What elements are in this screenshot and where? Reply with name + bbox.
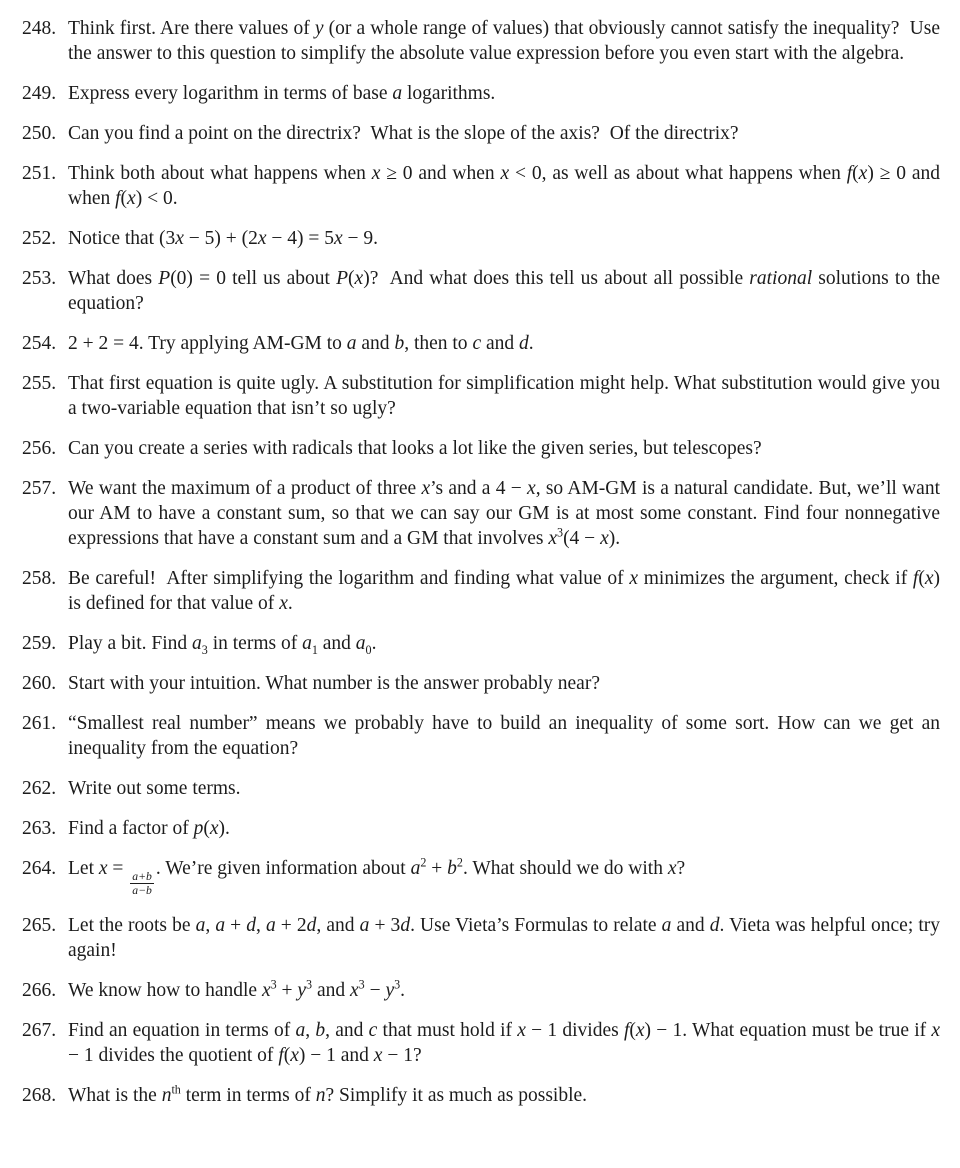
hint-text: Be careful! After simplifying the logarithm and finding what value of x minimizes the argument, check if f(x) is defined for that value of x. (68, 568, 945, 614)
math-variable: a (192, 633, 202, 654)
hint-text: Can you find a point on the directrix? What is the slope of the axis? Of the directrix? (68, 123, 739, 144)
math-variable: P (336, 268, 349, 289)
math-variable: x (629, 568, 639, 589)
math-variable: x (209, 818, 219, 839)
hint-number: 263. (22, 818, 57, 839)
subscript: 0 (365, 642, 372, 657)
hint-number: 261. (22, 713, 57, 734)
math-variable: x (98, 858, 108, 879)
subscript: 1 (311, 642, 318, 657)
math-variable: x (350, 979, 359, 1001)
superscript: 2 (420, 855, 427, 870)
hint-number: 252. (22, 228, 57, 249)
hint-number: 260. (22, 673, 57, 694)
hint-item (22, 121, 940, 146)
superscript: 3 (557, 525, 564, 540)
math-variable: f (278, 1044, 284, 1066)
math-variable: x (635, 1019, 645, 1041)
hint-item (22, 776, 940, 801)
hint-number: 256. (22, 438, 57, 459)
math-variable: a (661, 914, 672, 936)
hint-number: 250. (22, 123, 57, 144)
hint-item (22, 1018, 945, 1068)
hint-number: 255. (22, 373, 57, 394)
hint-item (22, 331, 940, 356)
hint-text: We want the maximum of a product of three x’s and a 4 − x, so AM-GM is a natural candidate. But, we’ll want our AM to have a constant sum, so that we can say our GM is at most some constant. Find four nonnegative expressions that have a constant sum and a GM that involves $x^3(4 - x)$. (68, 478, 945, 549)
math-variable: x (667, 858, 677, 879)
math-variable: n (315, 1084, 326, 1106)
hint-item (22, 371, 945, 421)
math-variable: x (290, 1044, 299, 1066)
superscript: 3 (306, 977, 313, 992)
math-variable: x (548, 528, 558, 549)
math-variable: p (193, 818, 204, 839)
fraction-numerator: a+b (132, 869, 152, 883)
math-variable: x (279, 593, 288, 614)
math-variable: a (392, 83, 403, 104)
hint-number: 249. (22, 83, 57, 104)
hint-number: 254. (22, 333, 57, 354)
hint-item (22, 1083, 940, 1108)
math-variable: x (858, 163, 868, 184)
hint-number: 266. (22, 979, 57, 1001)
math-variable: a (410, 858, 421, 879)
hint-text: Let x = $\frac{a+b}{a-b}$ . We’re given information about $a^2 + b^2$. What should we do with x? (68, 855, 686, 898)
hint-text: Let the roots be a, a + d, a + 2d, and a + 3d. Use Vieta’s Formulas to relate a and d. Vieta was helpful once; try again! (68, 914, 945, 961)
math-variable: a (295, 1019, 306, 1041)
math-variable: a (215, 914, 226, 936)
hint-number: 257. (22, 478, 57, 499)
math-variable: a (265, 914, 276, 936)
math-variable: x (931, 1019, 941, 1041)
math-variable: rational (749, 268, 813, 289)
math-variable: f (846, 163, 853, 184)
math-variable: b (447, 858, 457, 879)
math-variable: x (527, 478, 536, 499)
hint-item (22, 631, 940, 656)
math-variable: b (315, 1019, 326, 1041)
hint-item (22, 476, 945, 551)
hint-text: Find a factor of p(x). (68, 818, 230, 839)
math-variable: x (421, 478, 431, 499)
math-variable: x (371, 163, 381, 184)
hint-number: 258. (22, 568, 57, 589)
math-variable: a (359, 914, 370, 936)
math-variable: x (127, 188, 136, 209)
hint-number: 251. (22, 163, 57, 184)
math-variable: y (297, 979, 307, 1001)
math-variable: x (924, 568, 934, 589)
fraction (130, 870, 154, 898)
hint-text: Think both about what happens when x ≥ 0 and when x < 0, as well as about what happens when f(x) ≥ 0 and when f(x) < 0. (68, 163, 945, 209)
math-variable: x (261, 979, 271, 1001)
hint-text: That first equation is quite ugly. A substitution for simplification might help. What substitution would give you a two-variable equation that isn’t so ugly? (68, 373, 945, 419)
superscript: 3 (358, 977, 365, 992)
hints-list (22, 16, 945, 1108)
hint-item (22, 266, 945, 316)
math-variable: d (400, 914, 411, 936)
math-variable: d (306, 914, 317, 936)
math-variable: x (600, 528, 609, 549)
math-variable: d (246, 914, 256, 936)
hint-item (22, 16, 945, 66)
math-variable: x (175, 228, 184, 249)
math-variable: c (368, 1019, 378, 1041)
math-variable: b (394, 333, 405, 354)
hint-item (22, 978, 940, 1003)
math-variable: a (346, 333, 357, 354)
hint-item (22, 711, 945, 761)
hint-item (22, 816, 940, 841)
hint-item (22, 856, 940, 898)
superscript: th (171, 1082, 181, 1097)
hint-item (22, 226, 940, 251)
math-variable: x (257, 228, 267, 249)
math-variable: a (195, 914, 206, 936)
hint-item (22, 161, 945, 211)
superscript: 2 (456, 855, 463, 870)
hint-item (22, 566, 945, 616)
hint-text: We know how to handle $x^3 + y^3$ and $x^3 - y^3$. (68, 977, 406, 1001)
math-variable: f (912, 568, 919, 589)
hint-item (22, 436, 940, 461)
hint-number: 267. (22, 1019, 57, 1041)
hint-number: 248. (22, 18, 57, 39)
math-variable: d (519, 333, 529, 354)
hint-number: 268. (22, 1084, 57, 1106)
hint-number: 259. (22, 633, 57, 654)
hint-text: Think first. Are there values of y (or a whole range of values) that obviously cannot satisfy the inequality? Use the answer to this question to simplify the absolute value expression before you even start with the algebra. (68, 18, 945, 64)
math-variable: y (385, 979, 395, 1001)
hint-number: 265. (22, 914, 57, 936)
math-variable: x (334, 228, 343, 249)
hint-item (22, 671, 940, 696)
hint-text: Find an equation in terms of a, b, and c that must hold if x − 1 divides f(x) − 1. What equation must be true if x − 1 divides the quotient of f(x) − 1 and x − 1? (68, 1019, 945, 1066)
hint-item (22, 81, 940, 106)
math-variable: y (314, 18, 324, 39)
math-variable: P (158, 268, 171, 289)
hint-item (22, 913, 945, 963)
subscript: 3 (201, 642, 208, 657)
hint-text: What is the $n^{th}$ term in terms of n? Simplify it as much as possible. (68, 1082, 588, 1106)
hint-text: Write out some terms. (68, 778, 241, 799)
hint-text: Notice that (3x − 5) + (2x − 4) = 5x − 9. (68, 228, 379, 249)
math-variable: c (472, 333, 482, 354)
math-variable: a (355, 633, 366, 654)
hint-text: What does P(0) = 0 tell us about P(x)? And what does this tell us about all possible rational solutions to the equation? (68, 268, 945, 314)
hint-text: Express every logarithm in terms of base a logarithms. (68, 83, 496, 104)
math-variable: f (115, 188, 121, 209)
math-variable: a (302, 633, 312, 654)
superscript: 3 (270, 977, 277, 992)
hint-text: Start with your intuition. What number is the answer probably near? (68, 673, 600, 694)
hint-text: Play a bit. Find $a_3$ in terms of $a_1$ and $a_0$. (68, 633, 377, 657)
math-variable: n (161, 1084, 172, 1106)
math-variable: x (354, 268, 364, 289)
superscript: 3 (394, 977, 401, 992)
hint-number: 253. (22, 268, 57, 289)
hint-text: 2 + 2 = 4. Try applying AM-GM to a and b, then to c and d. (68, 333, 534, 354)
math-variable: x (500, 163, 510, 184)
math-variable: f (623, 1019, 630, 1041)
math-variable: d (709, 914, 720, 936)
hint-text: Can you create a series with radicals that looks a lot like the given series, but telescopes? (68, 438, 762, 459)
math-variable: x (373, 1044, 383, 1066)
hint-number: 264. (22, 858, 57, 879)
math-variable: x (517, 1019, 526, 1041)
hint-number: 262. (22, 778, 57, 799)
hint-text: “Smallest real number” means we probably have to build an inequality of some sort. How can we get an inequality from the equation? (68, 713, 945, 759)
fraction-denominator: a−b (132, 884, 152, 898)
